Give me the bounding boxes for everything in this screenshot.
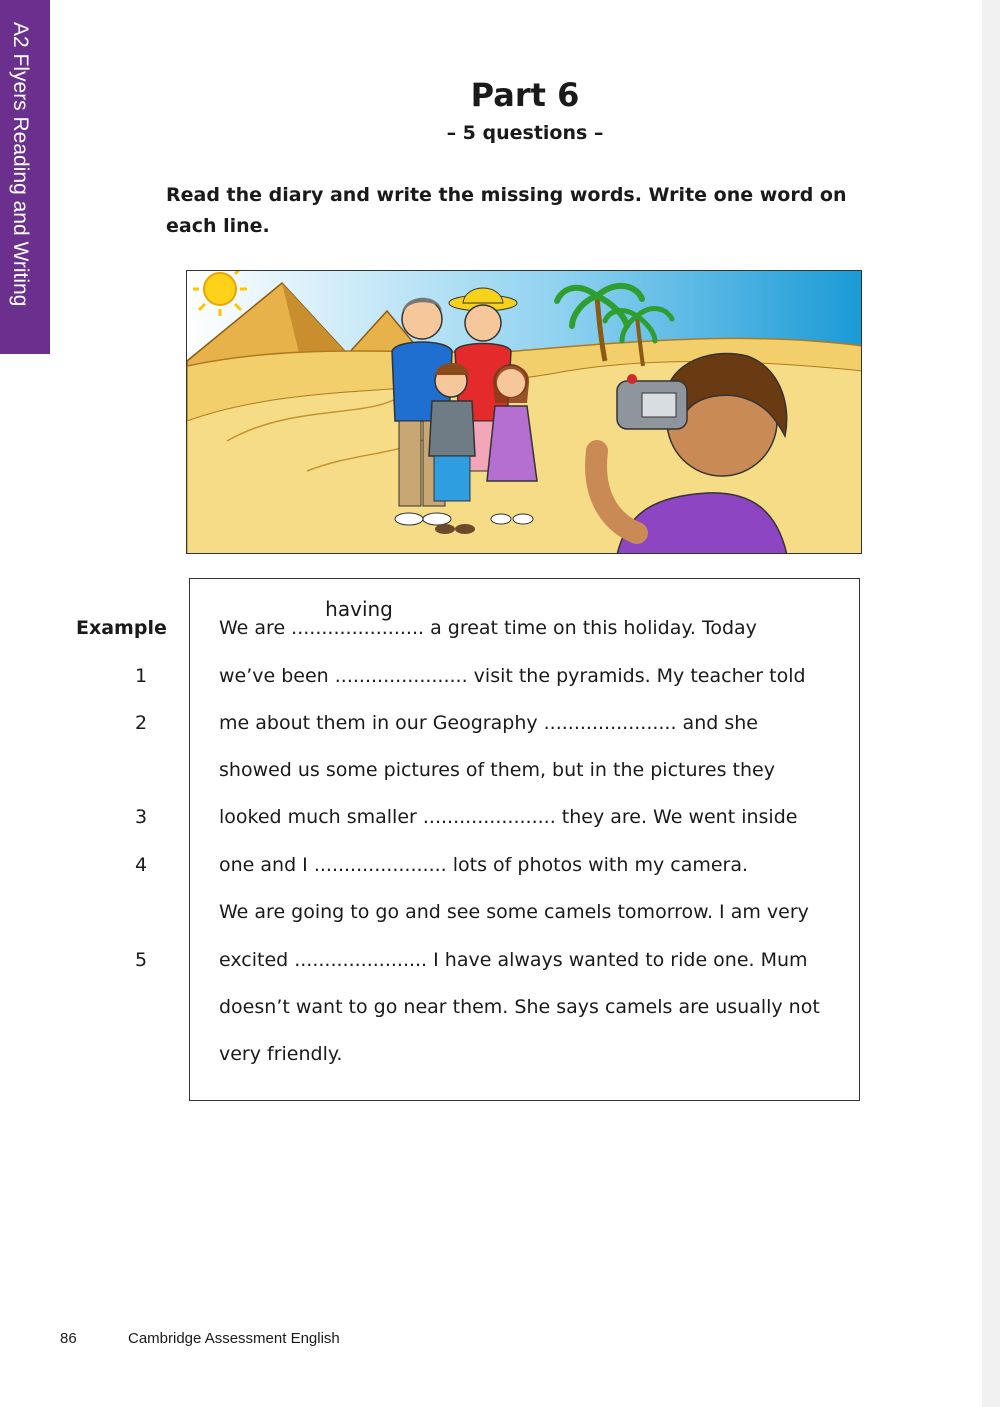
question-number: 4 bbox=[134, 854, 148, 876]
example-before: We are bbox=[219, 617, 292, 639]
example-blank bbox=[291, 597, 425, 639]
example-line bbox=[219, 597, 757, 639]
example-label: Example bbox=[76, 617, 167, 639]
diary-line: excited ...................... I have always wanted to ride one. Mum bbox=[219, 949, 808, 971]
page-edge bbox=[982, 0, 1000, 1407]
diary-line: very friendly. bbox=[219, 1043, 343, 1065]
example-after: a great time on this holiday. Today bbox=[424, 617, 757, 639]
example-blank-dots: ...................... bbox=[291, 617, 425, 639]
diary-text-box bbox=[189, 578, 860, 1101]
question-number: 2 bbox=[134, 712, 148, 734]
diary-line: looked much smaller ...................... they are. We went inside bbox=[219, 806, 798, 828]
diary-line: doesn’t want to go near them. She says camels are usually not bbox=[219, 996, 820, 1018]
instruction-text: Read the diary and write the missing words. Write one word on each line. bbox=[166, 184, 847, 237]
example-answer: having bbox=[325, 597, 393, 621]
publisher-name: Cambridge Assessment English bbox=[128, 1330, 340, 1347]
diary-line: we’ve been ...................... visit the pyramids. My teacher told bbox=[219, 665, 806, 687]
question-number: 5 bbox=[134, 949, 148, 971]
side-tab-label: A2 Flyers Reading and Writing bbox=[9, 22, 32, 307]
question-number: 1 bbox=[134, 665, 148, 687]
page-subtitle: – 5 questions – bbox=[446, 122, 604, 144]
page-number: 86 bbox=[60, 1330, 77, 1347]
desert-scene-illustration bbox=[187, 271, 862, 554]
diary-line: We are going to go and see some camels tomorrow. I am very bbox=[219, 901, 809, 923]
question-number: 3 bbox=[134, 806, 148, 828]
camera-icon bbox=[617, 374, 687, 429]
diary-line: me about them in our Geography ...................... and she bbox=[219, 712, 758, 734]
page-title: Part 6 bbox=[470, 76, 580, 114]
illustration bbox=[186, 270, 862, 554]
diary-line: showed us some pictures of them, but in the pictures they bbox=[219, 759, 775, 781]
side-tab bbox=[0, 0, 50, 354]
diary-line: one and I ...................... lots of photos with my camera. bbox=[219, 854, 749, 876]
